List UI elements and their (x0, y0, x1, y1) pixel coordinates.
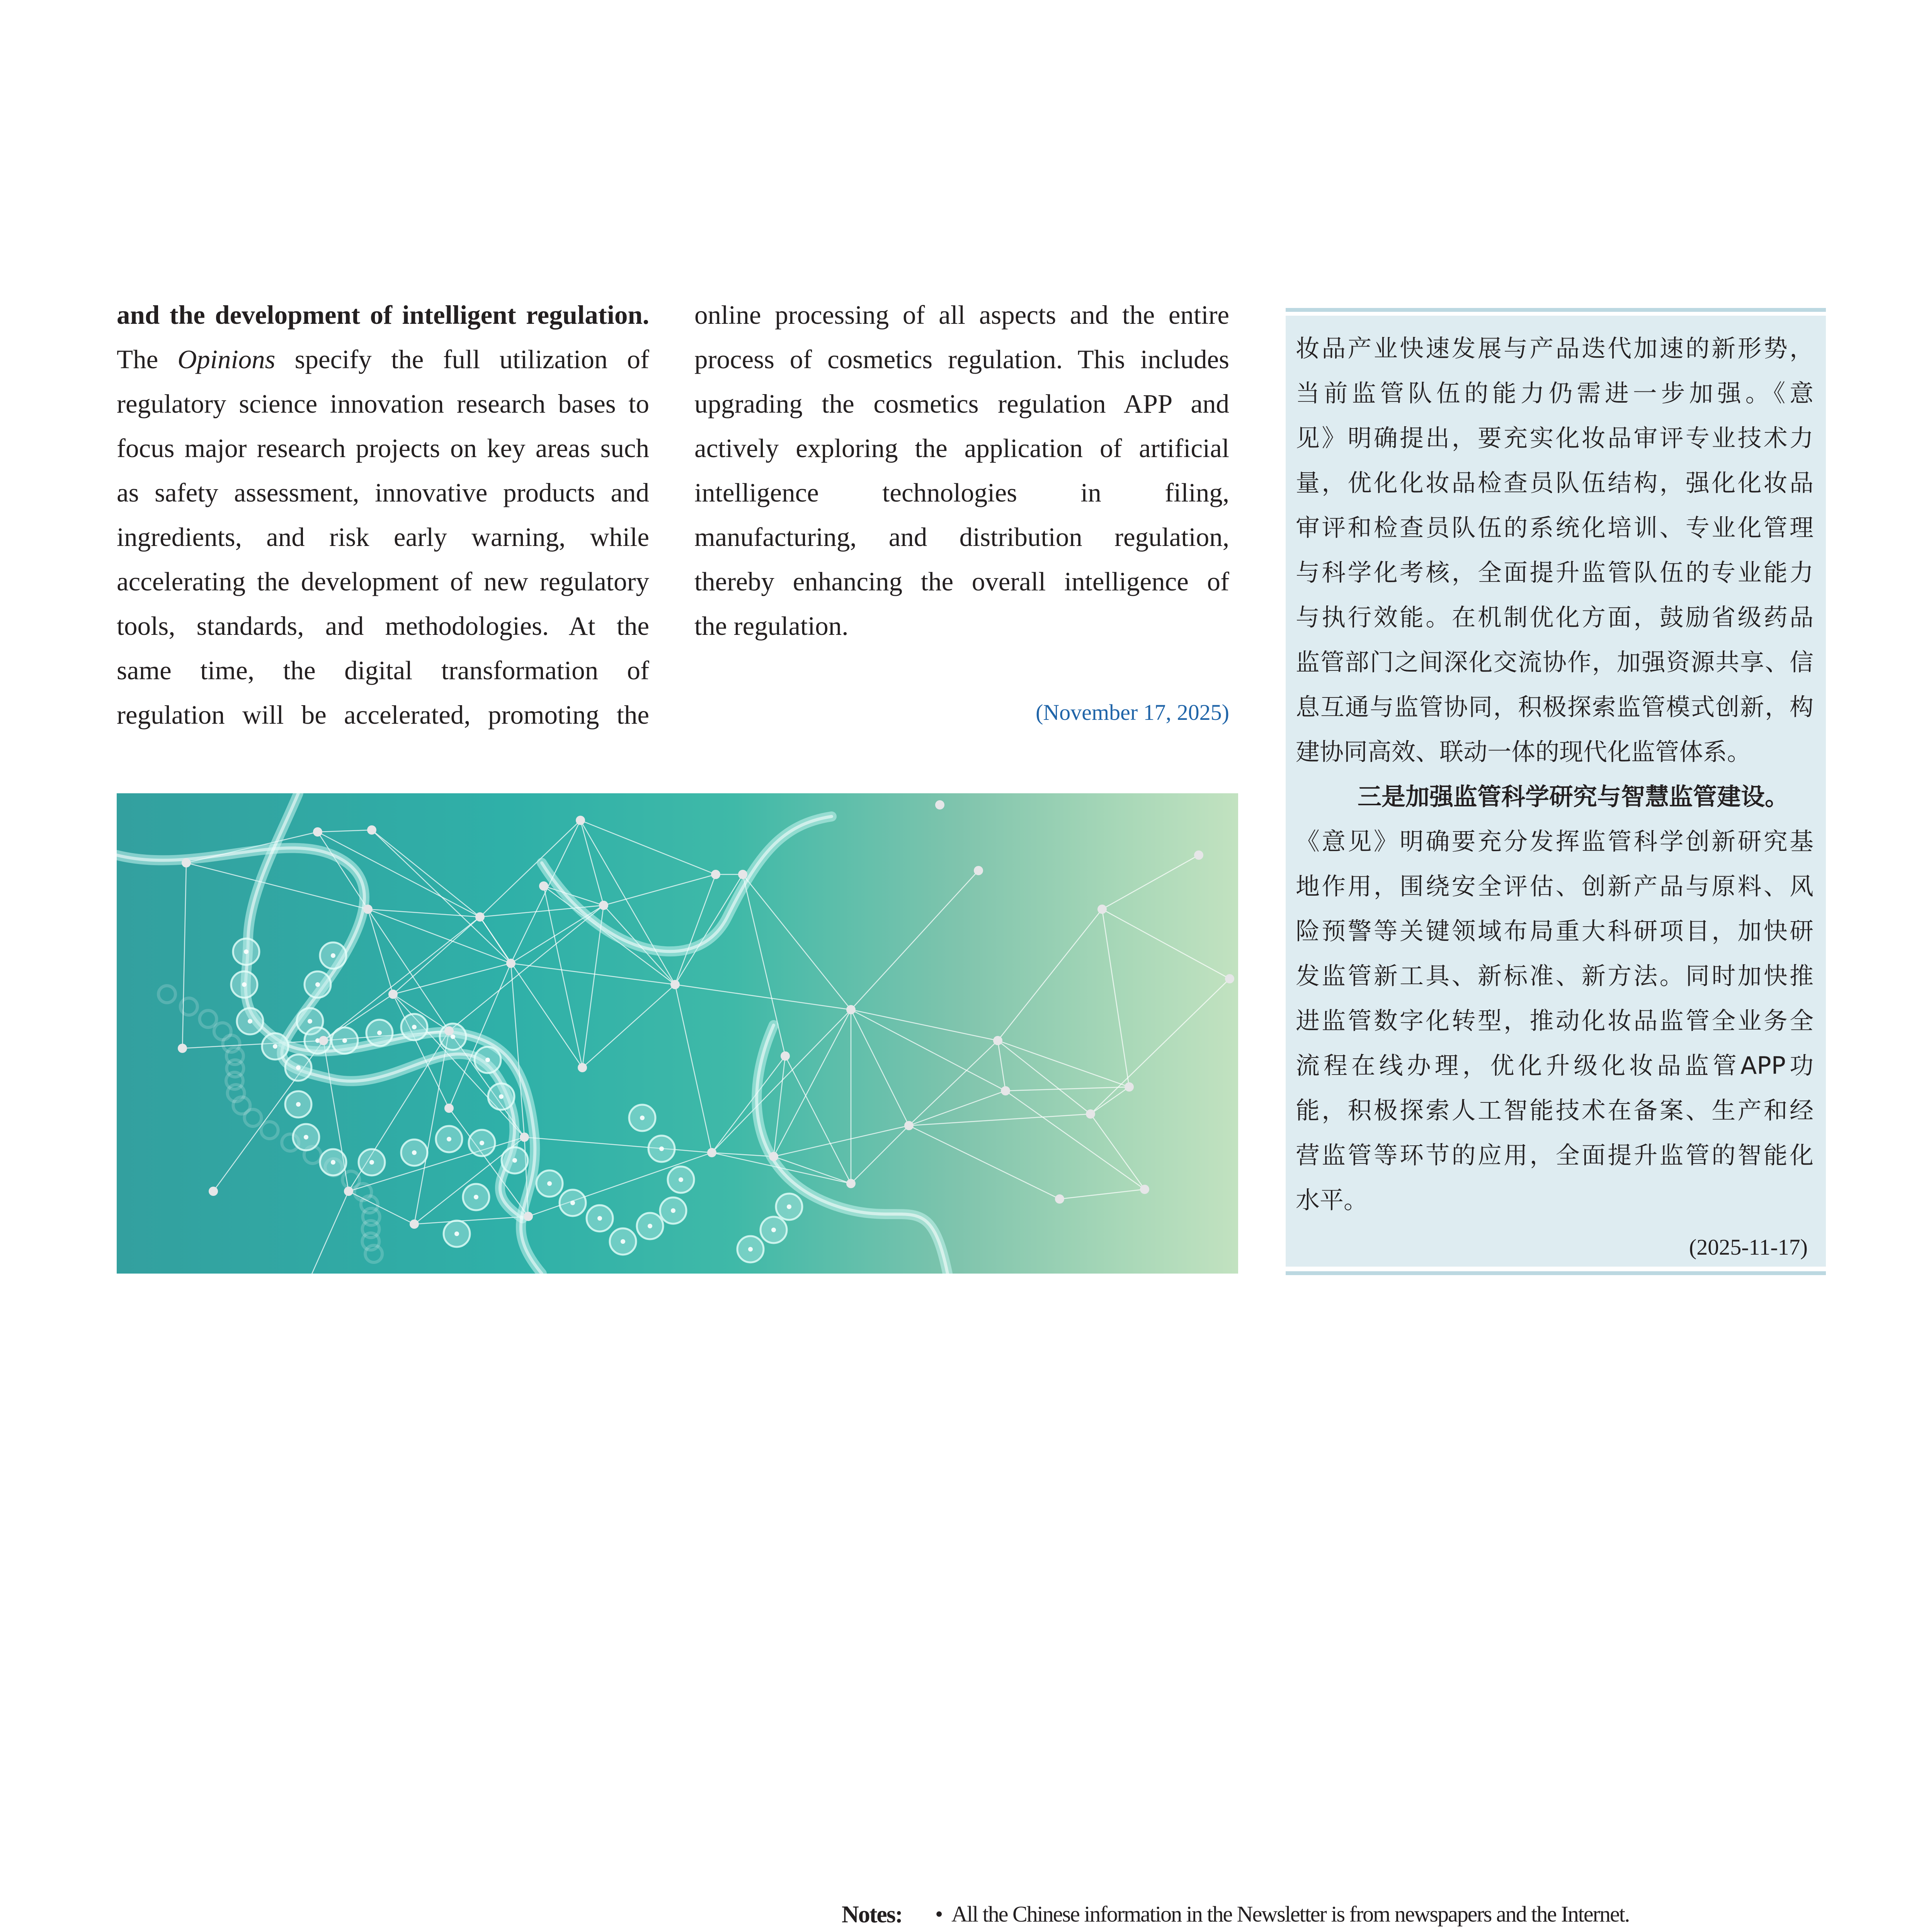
network-node (578, 1063, 587, 1072)
dna-bead-core (447, 1137, 451, 1141)
dna-bead-core (512, 1158, 517, 1163)
network-node (319, 1036, 328, 1045)
network-link (712, 1056, 785, 1153)
dna-bead-core (273, 1044, 277, 1049)
network-link (368, 909, 511, 963)
dna-bead-core (304, 1135, 308, 1139)
dna-bead-core (377, 1031, 382, 1035)
network-node (444, 1026, 454, 1036)
network-link (1091, 1114, 1145, 1189)
chinese-line: 当前监管队伍的能力仍需进一步加强。《意 (1296, 379, 1814, 407)
dna-bead-core (454, 1231, 459, 1236)
article-line: thereby enhancing the overall intelligence of (694, 567, 1229, 596)
network-node (1194, 850, 1203, 860)
dna-bead-core (787, 1204, 791, 1209)
article-line (117, 293, 649, 337)
bullet-icon: • (935, 1901, 943, 1927)
chinese-line: 地作用，围绕安全评估、创新产品与原料、风 (1296, 872, 1814, 900)
network-node (670, 980, 680, 989)
faint-dna-bead (261, 1122, 278, 1139)
dna-bead-core (369, 1160, 374, 1165)
network-node (993, 1036, 1002, 1045)
chinese-line: 流程在线办理，优化升级化妆品监管APP功 (1296, 1051, 1814, 1080)
network-node (935, 800, 944, 810)
dna-bead-core (308, 1019, 312, 1024)
network-node (475, 912, 485, 922)
faint-dna-bead (158, 986, 175, 1003)
chinese-line: 量，优化化妆品检查员队伍结构，强化化妆品 (1296, 469, 1814, 497)
notes-label-en: Notes: (842, 1901, 902, 1928)
dna-bead-core (748, 1247, 753, 1252)
network-link (186, 863, 368, 909)
article-line (117, 560, 649, 604)
network-link (675, 874, 716, 985)
dna-bead-core (296, 1065, 301, 1070)
network-link (349, 1191, 414, 1224)
dna-bead-core (547, 1181, 552, 1186)
dna-bead-core (244, 949, 248, 954)
network-node (444, 1104, 454, 1113)
dna-bead-core (499, 1094, 504, 1099)
dna-bead-core (451, 1034, 455, 1039)
dna-bead-core (621, 1239, 625, 1244)
network-link (318, 832, 480, 917)
network-node (846, 1005, 856, 1014)
text-segment: focus major research projects on key areas such (117, 434, 649, 463)
chinese-line: 息互通与监管协同，积极探索监管模式创新，构 (1296, 693, 1814, 721)
article-line: the regulation. (694, 611, 849, 641)
network-link (372, 830, 480, 917)
network-node (178, 1044, 187, 1053)
text-segment: tools, standards, and methodologies. At the (117, 611, 649, 641)
network-node (1225, 974, 1234, 983)
dna-bead-core (648, 1224, 652, 1228)
network-node (367, 825, 376, 835)
dna-bead-core (412, 1025, 417, 1029)
chinese-line: 进监管数字化转型，推动化妆品监管全业务全 (1296, 1007, 1814, 1035)
sidebar-bottom-rule (1286, 1271, 1826, 1275)
text-segment: same time, the digital transformation of (117, 656, 649, 685)
text-segment: regulation will be accelerated, promoting the (117, 700, 649, 730)
network-node (1140, 1185, 1149, 1194)
dna-bead-core (659, 1146, 664, 1151)
network-link (393, 994, 449, 1108)
network-link (774, 1010, 851, 1156)
network-link (909, 1126, 1060, 1199)
dna-bead-core (248, 1019, 252, 1024)
dna-bead-core (331, 953, 335, 958)
faint-dna-bead (244, 1109, 261, 1126)
chinese-line: 与科学化考核，全面提升监管队伍的专业能力 (1296, 558, 1814, 587)
network-link (414, 1216, 528, 1224)
network-node (1055, 1194, 1064, 1204)
chinese-line: 营监管等环节的应用，全面提升监管的智能化 (1296, 1141, 1814, 1169)
network-node (524, 1212, 533, 1221)
chinese-line: 《意见》明确要充分发挥监管科学创新研究基 (1296, 827, 1814, 855)
text-segment: specify the full utilization of (275, 345, 649, 374)
network-link (998, 1041, 1129, 1087)
network-node (539, 881, 548, 891)
network-link (1060, 1189, 1145, 1199)
text-segment: ingredients, and risk early warning, while (117, 522, 649, 552)
dna-bead-core (480, 1141, 484, 1145)
article-line: process of cosmetics regulation. This includes (694, 345, 1229, 374)
network-link (580, 820, 716, 874)
network-node (1097, 905, 1107, 914)
network-link (182, 863, 186, 1048)
dna-bead-core (342, 1038, 347, 1043)
chinese-line: 险预警等关键领域布局重大科研项目，加快研 (1296, 917, 1814, 945)
dna-bead-core (474, 1195, 478, 1199)
network-node (711, 870, 720, 879)
dna-bead-core (771, 1228, 776, 1232)
network-link (851, 871, 978, 1010)
faint-dna-bead (199, 1010, 216, 1027)
chinese-line: 建协同高效、联动一体的现代化监管体系。 (1296, 738, 1751, 766)
network-node (846, 1179, 856, 1188)
text-segment: regulatory science innovation research bases to (117, 389, 649, 418)
network-node (388, 990, 398, 999)
network-link (675, 985, 851, 1010)
network-node (707, 1148, 716, 1157)
network-node (209, 1187, 218, 1196)
network-node (769, 1152, 778, 1161)
chinese-line: 发监管新工具、新标准、新方法。同时加快推 (1296, 962, 1814, 990)
network-link (310, 1191, 349, 1274)
network-link (851, 1010, 1005, 1091)
network-node (410, 1219, 419, 1229)
article-line: actively exploring the application of artificial (694, 434, 1229, 463)
dna-bead-core (671, 1208, 675, 1213)
text-segment: as safety assessment, innovative products and (117, 478, 649, 507)
network-node (506, 959, 516, 968)
article-line (117, 515, 649, 560)
article-line (117, 604, 649, 648)
network-link (524, 1137, 712, 1153)
text-segment: The (117, 345, 178, 374)
network-link (1102, 909, 1230, 979)
network-link (368, 909, 449, 1031)
network-link (998, 1041, 1091, 1114)
network-node (974, 866, 983, 875)
dna-network-illustration (117, 793, 1238, 1274)
chinese-line: 与执行效能。在机制优化方面，鼓励省级药品 (1296, 603, 1814, 631)
network-link (774, 1056, 785, 1156)
chinese-line: 能，积极探索人工智能技术在备案、生产和经 (1296, 1096, 1814, 1124)
dna-bead-core (315, 982, 320, 987)
network-node (1125, 1082, 1134, 1092)
article-line: manufacturing, and distribution regulation, (694, 522, 1229, 552)
network-node (1086, 1109, 1095, 1119)
article-line (117, 382, 649, 426)
dna-network-graphic (117, 793, 1238, 1274)
network-node (1001, 1086, 1010, 1095)
chinese-line: 水平。 (1296, 1186, 1368, 1214)
dna-bead-core (412, 1150, 417, 1155)
dna-bead-core (296, 1102, 301, 1107)
network-link (998, 909, 1102, 1041)
dna-bead-core (597, 1216, 602, 1221)
network-link (372, 830, 511, 963)
network-link (675, 985, 712, 1153)
network-link (582, 985, 675, 1068)
network-link (318, 830, 372, 832)
network-node (344, 1187, 353, 1196)
article-line (117, 337, 649, 382)
network-node (363, 905, 373, 914)
article-line (117, 471, 649, 515)
note-line: All the Chinese information in the Newsletter is from newspapers and the Internet. (951, 1901, 1630, 1927)
network-link (774, 1126, 909, 1156)
network-link (712, 1010, 851, 1153)
article-line (117, 648, 649, 693)
network-node (904, 1121, 914, 1130)
dna-bead-core (242, 982, 247, 987)
article-line: online processing of all aspects and the entire (694, 300, 1229, 330)
network-link (368, 909, 393, 994)
chinese-line: 妆品产业快速发展与产品迭代加速的新形势， (1296, 334, 1814, 362)
network-node (599, 901, 608, 910)
network-link (1102, 855, 1199, 909)
article-line (117, 426, 649, 471)
article-column-1 (117, 293, 649, 737)
dna-bead-core (570, 1201, 575, 1205)
text-segment: accelerating the development of new regulatory (117, 567, 649, 596)
article-date-zh: (2025-11-17) (1689, 1235, 1808, 1260)
network-node (738, 870, 747, 879)
network-node (781, 1051, 790, 1061)
chinese-article-text (1296, 315, 1814, 1223)
network-link (851, 1010, 909, 1126)
emphasis-text: Opinions (177, 345, 276, 374)
network-link (998, 1041, 1005, 1091)
article-line (117, 693, 649, 737)
network-node (576, 816, 585, 825)
network-link (851, 1126, 909, 1184)
bold-text: and the development of intelligent regulation. (117, 300, 649, 330)
network-link (1005, 1087, 1129, 1091)
dna-bead-core (640, 1116, 645, 1120)
article-date-en: (November 17, 2025) (1036, 700, 1229, 725)
network-link (909, 1041, 998, 1126)
network-link (1005, 1091, 1145, 1189)
network-link (851, 1010, 998, 1041)
dna-bead-core (331, 1160, 335, 1165)
chinese-line: 审评和检查员队伍的系统化培训、专业化管理 (1296, 514, 1814, 542)
network-node (313, 827, 322, 837)
chinese-line: 见》明确提出，要充实化妆品审评专业技术力 (1296, 424, 1814, 452)
section-heading: 三是加强监管科学研究与智慧监管建设。 (1358, 782, 1789, 811)
network-node (520, 1133, 529, 1142)
sidebar-top-rule (1286, 308, 1826, 312)
network-node (182, 858, 191, 867)
article-line: upgrading the cosmetics regulation APP and (694, 389, 1229, 418)
chinese-line: 监管部门之间深化交流协作，加强资源共享、信 (1296, 648, 1814, 676)
network-link (1102, 909, 1129, 1087)
dna-bead-core (679, 1177, 683, 1182)
dna-bead-core (485, 1058, 490, 1062)
network-link (675, 874, 743, 985)
network-link (1091, 1087, 1129, 1114)
article-column-2 (694, 293, 1229, 648)
network-link (1091, 979, 1230, 1114)
article-line: intelligence technologies in filing, (694, 478, 1229, 507)
network-link (580, 820, 604, 905)
